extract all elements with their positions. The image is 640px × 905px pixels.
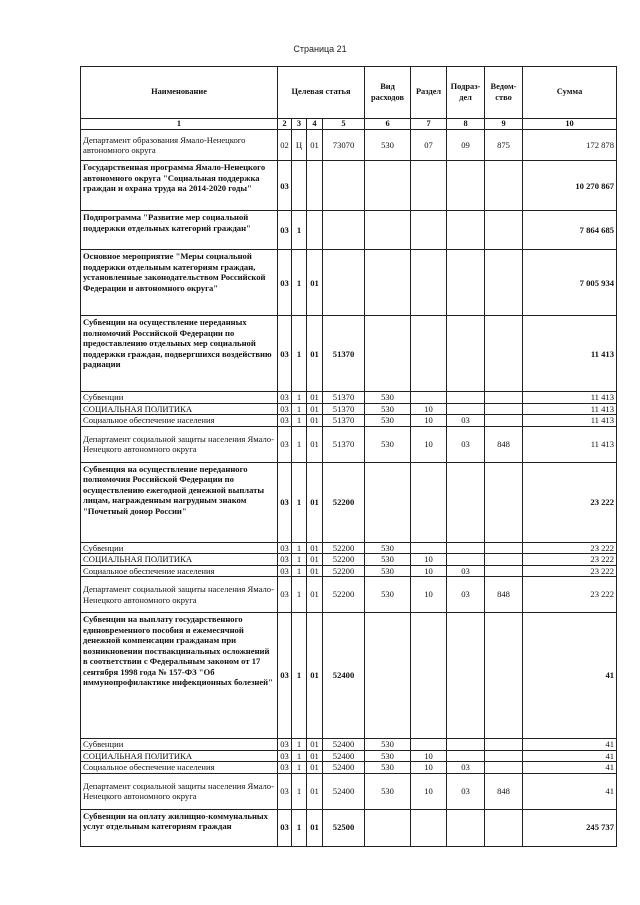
section-code: 10	[411, 750, 447, 761]
target-program: 03	[278, 403, 292, 414]
target-program: 03	[278, 577, 292, 613]
target-subprogram: 1	[292, 565, 307, 576]
target-code: 52400	[323, 750, 365, 761]
table-row	[81, 462, 617, 542]
table-row	[81, 554, 617, 565]
department-code: 848	[485, 577, 523, 613]
target-code	[323, 250, 365, 316]
target-program: 03	[278, 613, 292, 739]
department-code	[485, 250, 523, 316]
subsection-code	[447, 211, 485, 250]
department-code	[485, 739, 523, 750]
section-code: 07	[411, 130, 447, 161]
expense-kind: 530	[365, 130, 411, 161]
target-program: 03	[278, 809, 292, 846]
row-name: Департамент социальной защиты населения Ямало-Ненецкого автономного округа	[81, 773, 278, 809]
row-name: СОЦИАЛЬНАЯ ПОЛИТИКА	[81, 554, 278, 565]
table-row	[81, 211, 617, 250]
department-code	[485, 316, 523, 392]
row-sum: 245 737	[523, 809, 617, 846]
target-activity: 01	[307, 462, 323, 542]
expense-kind: 530	[365, 773, 411, 809]
expense-kind: 530	[365, 565, 411, 576]
target-activity: 01	[307, 426, 323, 462]
row-sum: 41	[523, 739, 617, 750]
subsection-code: 03	[447, 426, 485, 462]
target-activity: 01	[307, 403, 323, 414]
target-activity: 01	[307, 773, 323, 809]
column-number: 8	[447, 119, 485, 130]
row-name: Субвенции на выплату государственного единовременного пособия и ежемесячной денежной компенсации гражданам при возникновении поствакцинальных осложнений в соответствии с Федеральным законом от 17 сентября 1998 года № 157-ФЗ "Об иммунопрофилактике инфекционных болезней"	[81, 613, 278, 739]
table-row	[81, 739, 617, 750]
expense-kind	[365, 809, 411, 846]
target-program: 03	[278, 773, 292, 809]
row-name: Социальное обеспечение населения	[81, 565, 278, 576]
row-sum: 11 413	[523, 415, 617, 426]
subsection-code	[447, 750, 485, 761]
department-code	[485, 750, 523, 761]
row-name: Субвенции	[81, 739, 278, 750]
row-name: Департамент социальной защиты населения Ямало-Ненецкого автономного округа	[81, 426, 278, 462]
section-code	[411, 250, 447, 316]
department-code	[485, 542, 523, 553]
department-code: 848	[485, 773, 523, 809]
row-sum: 23 222	[523, 462, 617, 542]
department-code	[485, 161, 523, 211]
target-subprogram: 1	[292, 750, 307, 761]
row-sum: 23 222	[523, 577, 617, 613]
section-code: 10	[411, 426, 447, 462]
subsection-code	[447, 613, 485, 739]
row-sum: 11 413	[523, 316, 617, 392]
target-code: 51370	[323, 426, 365, 462]
row-sum: 10 270 867	[523, 161, 617, 211]
table-row	[81, 809, 617, 846]
row-sum: 41	[523, 773, 617, 809]
row-name: Социальное обеспечение населения	[81, 415, 278, 426]
expense-kind: 530	[365, 554, 411, 565]
target-activity: 01	[307, 316, 323, 392]
section-code	[411, 613, 447, 739]
target-code: 52200	[323, 554, 365, 565]
row-sum: 41	[523, 762, 617, 773]
expense-kind	[365, 161, 411, 211]
target-activity: 01	[307, 750, 323, 761]
target-activity: 01	[307, 250, 323, 316]
section-code: 10	[411, 403, 447, 414]
row-sum: 11 413	[523, 426, 617, 462]
target-program: 03	[278, 161, 292, 211]
target-subprogram: 1	[292, 403, 307, 414]
column-number: 2	[278, 119, 292, 130]
target-code: 52400	[323, 773, 365, 809]
row-name: Основное мероприятие "Меры социальной поддержки отдельным категориям граждан, установленные законодательством Российской Федерации и автономного округа"	[81, 250, 278, 316]
target-subprogram: 1	[292, 392, 307, 403]
column-number: 4	[307, 119, 323, 130]
subsection-code	[447, 462, 485, 542]
section-code	[411, 316, 447, 392]
target-activity: 01	[307, 739, 323, 750]
table-row	[81, 415, 617, 426]
target-code: 52200	[323, 462, 365, 542]
section-code: 10	[411, 762, 447, 773]
column-number: 7	[411, 119, 447, 130]
subsection-code	[447, 250, 485, 316]
target-code: 52200	[323, 542, 365, 553]
table-row	[81, 750, 617, 761]
subsection-code	[447, 161, 485, 211]
department-code	[485, 415, 523, 426]
table-row	[81, 403, 617, 414]
target-activity: 01	[307, 415, 323, 426]
section-code	[411, 161, 447, 211]
target-code: 52200	[323, 577, 365, 613]
header-department: Ведом-ство	[485, 67, 523, 119]
subsection-code: 09	[447, 130, 485, 161]
target-program: 03	[278, 565, 292, 576]
target-activity: 01	[307, 762, 323, 773]
table-row	[81, 613, 617, 739]
expense-kind	[365, 211, 411, 250]
column-number: 1	[81, 119, 278, 130]
subsection-code: 03	[447, 415, 485, 426]
subsection-code: 03	[447, 577, 485, 613]
table-row	[81, 130, 617, 161]
page-header: Страница 21	[293, 44, 347, 54]
target-program: 03	[278, 250, 292, 316]
table-row	[81, 762, 617, 773]
section-code	[411, 809, 447, 846]
section-code: 10	[411, 773, 447, 809]
subsection-code	[447, 809, 485, 846]
section-code	[411, 739, 447, 750]
header-kind: Вид расходов	[365, 67, 411, 119]
row-sum: 23 222	[523, 542, 617, 553]
section-code	[411, 462, 447, 542]
target-code: 52500	[323, 809, 365, 846]
expense-kind: 530	[365, 750, 411, 761]
target-program: 03	[278, 211, 292, 250]
target-subprogram: 1	[292, 415, 307, 426]
target-subprogram: 1	[292, 542, 307, 553]
target-code: 51370	[323, 415, 365, 426]
column-number: 3	[292, 119, 307, 130]
table-row	[81, 392, 617, 403]
target-program: 03	[278, 762, 292, 773]
row-name: Субвенции	[81, 392, 278, 403]
target-subprogram: 1	[292, 211, 307, 250]
target-subprogram: 1	[292, 316, 307, 392]
target-subprogram: 1	[292, 426, 307, 462]
target-subprogram: 1	[292, 250, 307, 316]
department-code	[485, 809, 523, 846]
row-name: СОЦИАЛЬНАЯ ПОЛИТИКА	[81, 403, 278, 414]
expense-kind: 530	[365, 403, 411, 414]
subsection-code: 03	[447, 565, 485, 576]
department-code	[485, 462, 523, 542]
table-row	[81, 426, 617, 462]
budget-table	[80, 66, 617, 847]
target-program: 03	[278, 316, 292, 392]
expense-kind: 530	[365, 426, 411, 462]
row-sum: 23 222	[523, 565, 617, 576]
subsection-code	[447, 542, 485, 553]
target-subprogram	[292, 161, 307, 211]
table-row	[81, 250, 617, 316]
table-row	[81, 773, 617, 809]
subsection-code	[447, 739, 485, 750]
target-subprogram: 1	[292, 762, 307, 773]
table-row	[81, 565, 617, 576]
target-code: 51370	[323, 403, 365, 414]
department-code	[485, 392, 523, 403]
column-number: 9	[485, 119, 523, 130]
row-name: Департамент образования Ямало-Ненецкого автономного округа	[81, 130, 278, 161]
row-name: СОЦИАЛЬНАЯ ПОЛИТИКА	[81, 750, 278, 761]
expense-kind	[365, 316, 411, 392]
target-code: 52400	[323, 762, 365, 773]
target-code: 73070	[323, 130, 365, 161]
target-code	[323, 211, 365, 250]
target-activity: 01	[307, 392, 323, 403]
target-activity: 01	[307, 577, 323, 613]
header-target: Целевая статья	[278, 67, 365, 119]
target-activity: 01	[307, 565, 323, 576]
target-program: 03	[278, 542, 292, 553]
target-code: 51370	[323, 316, 365, 392]
row-sum: 41	[523, 613, 617, 739]
target-code	[323, 161, 365, 211]
table-row	[81, 577, 617, 613]
department-code	[485, 762, 523, 773]
target-program: 03	[278, 415, 292, 426]
expense-kind	[365, 613, 411, 739]
row-name: Департамент социальной защиты населения Ямало-Ненецкого автономного округа	[81, 577, 278, 613]
target-program: 03	[278, 739, 292, 750]
target-subprogram: 1	[292, 577, 307, 613]
row-name: Субвенции на осуществление переданных полномочий Российской Федерации по предоставлению отдельных мер социальной поддержки граждан, подвергшихся воздействию радиации	[81, 316, 278, 392]
target-code: 51370	[323, 392, 365, 403]
target-activity: 01	[307, 554, 323, 565]
header-subsection: Подраз-дел	[447, 67, 485, 119]
subsection-code	[447, 403, 485, 414]
target-program: 02	[278, 130, 292, 161]
column-number: 6	[365, 119, 411, 130]
expense-kind: 530	[365, 415, 411, 426]
target-subprogram: 1	[292, 773, 307, 809]
section-code	[411, 542, 447, 553]
column-number: 10	[523, 119, 617, 130]
row-name: Субвенции	[81, 542, 278, 553]
row-name: Субвенция на осуществление переданного полномочия Российской Федерации по осуществлению ежегодной денежной выплаты лицам, награжденным нагрудным знаком "Почетный донор России"	[81, 462, 278, 542]
target-activity	[307, 211, 323, 250]
department-code	[485, 211, 523, 250]
target-code: 52400	[323, 739, 365, 750]
department-code: 875	[485, 130, 523, 161]
table-row	[81, 542, 617, 553]
department-code	[485, 613, 523, 739]
target-subprogram: 1	[292, 613, 307, 739]
header-section: Раздел	[411, 67, 447, 119]
expense-kind: 530	[365, 739, 411, 750]
subsection-code	[447, 554, 485, 565]
department-code	[485, 565, 523, 576]
target-subprogram: 1	[292, 739, 307, 750]
subsection-code	[447, 392, 485, 403]
target-activity	[307, 161, 323, 211]
row-name: Социальное обеспечение населения	[81, 762, 278, 773]
target-activity: 01	[307, 130, 323, 161]
header-row	[81, 67, 617, 119]
header-sum: Сумма	[523, 67, 617, 119]
target-program: 03	[278, 462, 292, 542]
expense-kind: 530	[365, 542, 411, 553]
row-name: Подпрограмма "Развитие мер социальной поддержки отдельных категорий граждан"	[81, 211, 278, 250]
target-code: 52200	[323, 565, 365, 576]
row-sum: 172 878	[523, 130, 617, 161]
target-program: 03	[278, 426, 292, 462]
target-program: 03	[278, 554, 292, 565]
row-sum: 7 005 934	[523, 250, 617, 316]
target-subprogram: Ц	[292, 130, 307, 161]
department-code	[485, 403, 523, 414]
table-row	[81, 161, 617, 211]
section-code: 10	[411, 565, 447, 576]
table-body	[81, 130, 617, 846]
row-sum: 11 413	[523, 392, 617, 403]
section-code: 10	[411, 415, 447, 426]
subsection-code: 03	[447, 773, 485, 809]
department-code: 848	[485, 426, 523, 462]
target-activity: 01	[307, 809, 323, 846]
section-code: 10	[411, 577, 447, 613]
header-name: Наименование	[81, 67, 278, 119]
target-program: 03	[278, 392, 292, 403]
section-code	[411, 211, 447, 250]
target-activity: 01	[307, 542, 323, 553]
row-sum: 23 222	[523, 554, 617, 565]
section-code: 10	[411, 554, 447, 565]
target-activity: 01	[307, 613, 323, 739]
target-code: 52400	[323, 613, 365, 739]
row-name: Государственная программа Ямало-Ненецкого автономного округа "Социальная поддержка граждан и охрана труда на 2014-2020 годы"	[81, 161, 278, 211]
target-program: 03	[278, 750, 292, 761]
row-sum: 7 864 685	[523, 211, 617, 250]
subsection-code	[447, 316, 485, 392]
department-code	[485, 554, 523, 565]
table-row	[81, 316, 617, 392]
subsection-code: 03	[447, 762, 485, 773]
expense-kind	[365, 250, 411, 316]
target-subprogram: 1	[292, 554, 307, 565]
target-subprogram: 1	[292, 809, 307, 846]
expense-kind	[365, 462, 411, 542]
row-sum: 41	[523, 750, 617, 761]
column-number: 5	[323, 119, 365, 130]
expense-kind: 530	[365, 392, 411, 403]
target-subprogram: 1	[292, 462, 307, 542]
expense-kind: 530	[365, 577, 411, 613]
row-sum: 11 413	[523, 403, 617, 414]
column-number-row	[81, 119, 617, 130]
section-code	[411, 392, 447, 403]
expense-kind: 530	[365, 762, 411, 773]
row-name: Субвенции на оплату жилищно-коммунальных услуг отдельным категориям граждан	[81, 809, 278, 846]
